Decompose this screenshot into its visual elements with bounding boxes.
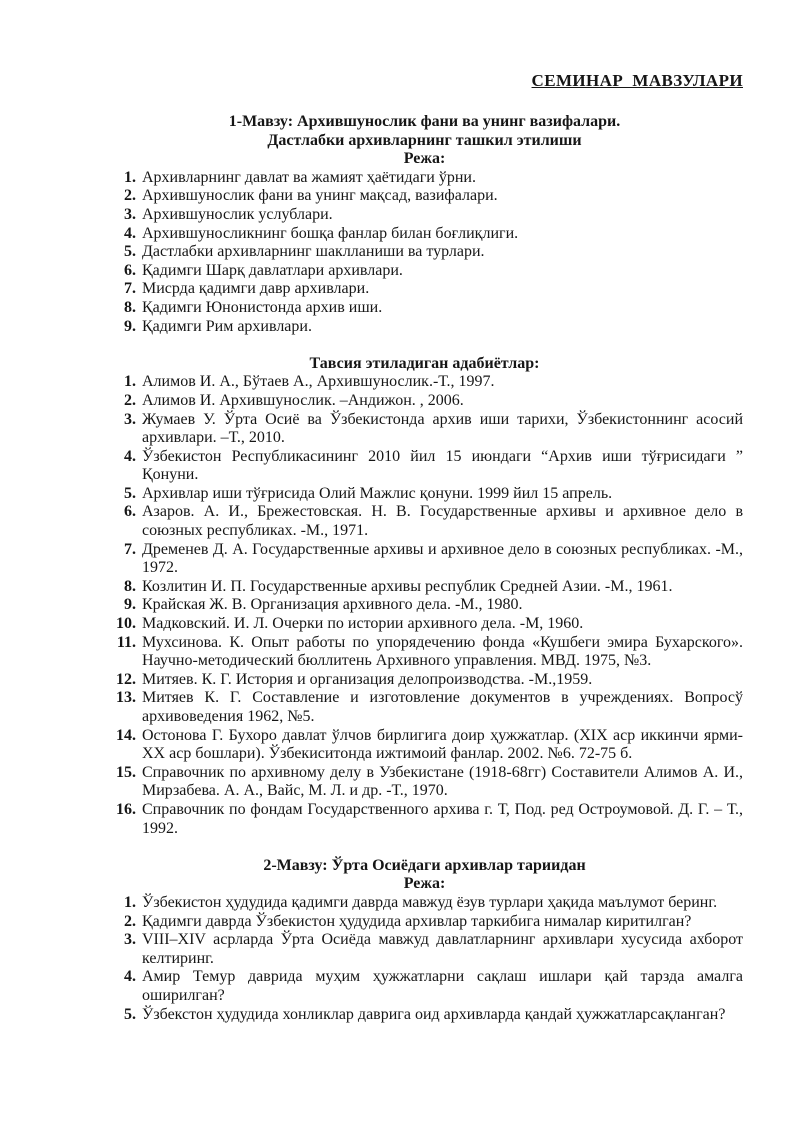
list-item-text: Жумаев У. Ўрта Осиё ва Ўзбекистонда архив иши тарихи, Ўзбекистоннинг асосий архивлари. –Т., 2010.	[142, 410, 743, 447]
list-item-number: 5.	[124, 484, 136, 502]
list-item	[106, 541, 743, 578]
document-title: СЕМИНАР МАВЗУЛАРИ	[531, 71, 743, 90]
list-item	[106, 206, 743, 225]
list-item-text: Дастлабки архивларнинг шаклланиши ва турлари.	[142, 243, 485, 261]
list-item-number: 4.	[124, 447, 136, 465]
section-heading: 2-Мавзу: Ўрта Осиёдаги архивлар тариидан	[263, 856, 586, 874]
section-heading: 1-Мавзу: Архившунослик фани ва унинг вазифалари.	[228, 113, 621, 130]
list-item	[106, 373, 743, 392]
list-item-number: 7.	[124, 280, 136, 298]
list-item	[106, 299, 743, 318]
list-item-text: Архившунослик фани ва унинг мақсад, вазифалари.	[142, 187, 498, 205]
list-item	[106, 894, 743, 913]
list-item-text: Алимов И. А., Бўтаев А., Архившунослик.-Т., 1997.	[142, 373, 495, 391]
list-item	[106, 392, 743, 411]
list-item-number: 4.	[124, 968, 136, 986]
list-item-text: Крайская Ж. В. Организация архивного дела. -М., 1980.	[142, 596, 523, 614]
list-item-text: Мухсинова. К. Опыт работы по упорядечению фонда «Кушбеги эмира Бухарского». Научно-методический бюллитень Архивного управления. МВД. 1975, №3.	[142, 633, 743, 670]
list-item	[106, 764, 743, 801]
section-heading: Режа:	[403, 875, 446, 893]
list-item	[106, 448, 743, 485]
list-item-number: 15.	[116, 763, 136, 781]
list-item	[106, 318, 743, 337]
list-item-text: Мисрда қадимги давр архивлари.	[142, 280, 370, 298]
list-item-text: Архившунослик услублари.	[142, 205, 333, 223]
list-item-number: 14.	[116, 726, 136, 744]
list-item	[106, 727, 743, 764]
list-item-text: Қадимги Шарқ давлатлари архивлари.	[142, 261, 403, 279]
list-item-text: Ўзбекистон Республикасининг 2010 йил 15 июндаги “Архив иши тўғрисидаги ” Қонуни.	[142, 447, 743, 484]
list-item-number: 12.	[116, 670, 136, 688]
list-item-number: 8.	[124, 577, 136, 595]
list-item-text: Дременев Д. А. Государственные архивы и архивное дело в союзных республиках. -М., 1972.	[142, 540, 743, 577]
list-item-number: 13.	[116, 689, 136, 707]
list-item-number: 4.	[124, 224, 136, 242]
list-item-number: 9.	[124, 596, 136, 614]
list-item	[106, 615, 743, 634]
list-item	[106, 225, 743, 244]
list-item-number: 1.	[124, 373, 136, 391]
list-item-number: 2.	[124, 912, 136, 930]
list-item-number: 3.	[124, 931, 136, 949]
list-item-number: 1.	[124, 893, 136, 911]
list-item	[106, 689, 743, 726]
list-item	[106, 931, 743, 968]
section-heading: Режа:	[403, 150, 446, 168]
list-item	[106, 411, 743, 448]
list-item-number: 10.	[116, 615, 136, 633]
list-item	[106, 968, 743, 1005]
list-item-number: 2.	[124, 187, 136, 205]
list-item	[106, 913, 743, 932]
list-item-text: Азаров. А. И., Брежестовская. Н. В. Государственные архивы и архивное дело в союзных республиках. -М., 1971.	[142, 503, 743, 540]
list-item-number: 7.	[124, 540, 136, 558]
list-item-number: 5.	[124, 1005, 136, 1023]
list-item-text: Остонова Г. Бухоро давлат ўлчов бирлигига доир ҳужжатлар. (XIX аср иккинчи ярми-XX аср бошлари). Ўзбекиситонда ижтимоий фанлар. 2002. №6. 72-75 б.	[142, 726, 743, 763]
list-item	[106, 578, 743, 597]
topic-section-2	[106, 355, 743, 838]
list-item-number: 16.	[116, 800, 136, 818]
list-item-text: Козлитин И. П. Государственные архивы республик Средней Азии. -М., 1961.	[142, 577, 673, 595]
list-item-text: Архивлар иши тўғрисида Олий Мажлис қонуни. 1999 йил 15 апрель.	[142, 484, 613, 502]
topic-section-1	[106, 113, 743, 336]
list-item	[106, 169, 743, 188]
list-item-text: Митяев. К. Г. История и организация делопроизводства. -М.,1959.	[142, 670, 593, 688]
list-item-text: Ўзбекистон ҳудудида қадимги даврда мавжуд ёзув турлари ҳақида маълумот беринг.	[142, 893, 718, 911]
list-item	[106, 801, 743, 838]
list-item-text: Митяев К. Г. Составление и изготовление документов в учреждениях. Вопросў архивоведения 1962, №5.	[142, 689, 743, 725]
list-item-number: 1.	[124, 168, 136, 186]
list-item	[106, 280, 743, 299]
list-item-number: 11.	[116, 633, 136, 651]
list-item-text: Ўзбекстон ҳудудида хонликлар даврига оид архивларда қандай ҳужжатларсақланган?	[142, 1005, 726, 1023]
list-item	[106, 1006, 743, 1025]
list-item-number: 5.	[124, 243, 136, 261]
list-item	[106, 503, 743, 540]
section-heading: Дастлабки архивларнинг ташкил этилиши	[267, 131, 582, 149]
topic-section-3	[106, 857, 743, 1024]
list-item	[106, 634, 743, 671]
list-item	[106, 596, 743, 615]
list-item-text: Қадимги даврда Ўзбекистон ҳудудида архивлар таркибига нималар киритилган?	[142, 912, 692, 930]
list-item	[106, 671, 743, 690]
list-item-text: Алимов И. Архившунослик. –Андижон. , 2006.	[142, 391, 464, 409]
list-item-number: 6.	[124, 261, 136, 279]
list-item	[106, 262, 743, 281]
list-item-text: Мадковский. И. Л. Очерки по истории архивного дела. -М, 1960.	[142, 615, 584, 633]
document-body	[106, 113, 743, 1024]
list-item-text: Қадимги Юнонистонда архив иши.	[142, 298, 383, 316]
list-item-number: 6.	[124, 503, 136, 521]
list-item-text: Справочник по архивному делу в Узбекистане (1918-68гг) Составители Алимов А. И., Мирзабева. А. А., Вайс, М. Л. и др. -Т., 1970.	[142, 763, 743, 800]
list-item-number: 3.	[124, 205, 136, 223]
list-item	[106, 243, 743, 262]
list-item	[106, 485, 743, 504]
list-item-number: 2.	[124, 391, 136, 409]
section-heading: Тавсия этиладиган адабиётлар:	[309, 354, 540, 372]
list-item-number: 3.	[124, 410, 136, 428]
list-item-number: 9.	[124, 317, 136, 335]
list-item-number: 8.	[124, 298, 136, 316]
list-item-text: Архивларнинг давлат ва жамият ҳаётидаги ўрни.	[142, 168, 476, 186]
list-item-text: Қадимги Рим архивлари.	[142, 317, 312, 335]
list-item	[106, 187, 743, 206]
list-item-text: Амир Темур даврида муҳим ҳужжатларни сақлаш ишлари қай тарзда амалга оширилган?	[142, 968, 743, 1004]
list-item-text: Справочник по фондам Государственного архива г. Т, Под. ред Остроумовой. Д. Г. – Т., 1992.	[142, 800, 743, 837]
list-item-text: VIII–XIV асрларда Ўрта Осиёда мавжуд давлатларнинг архивлари хусусида ахборот келтиринг.	[142, 931, 743, 967]
list-item-text: Архившуносликнинг бошқа фанлар билан боғлиқлиги.	[142, 224, 519, 242]
